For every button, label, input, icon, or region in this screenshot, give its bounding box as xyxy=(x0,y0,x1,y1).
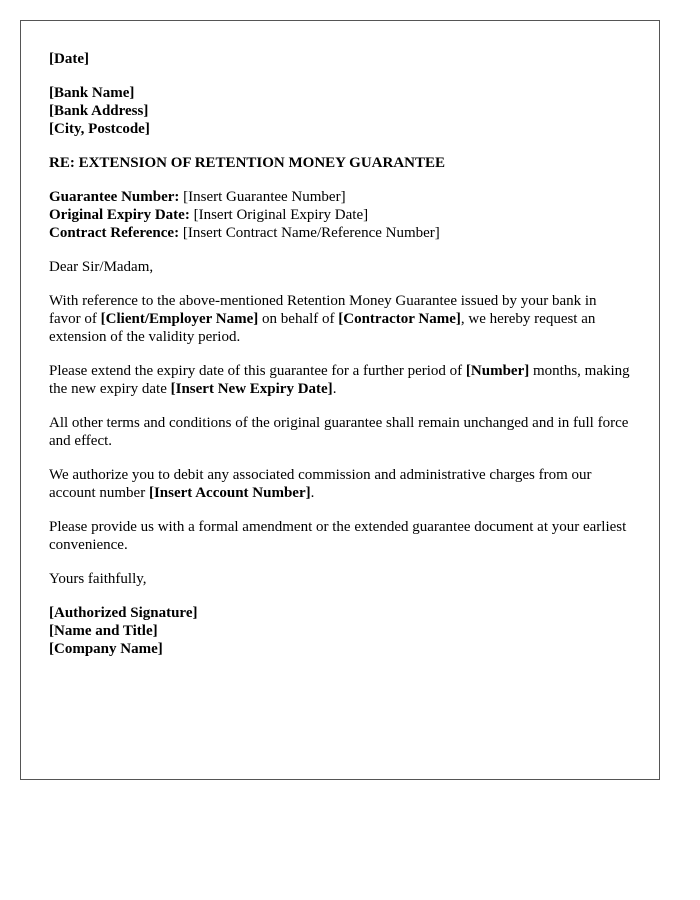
paragraph-text: We authorize you to debit any associated commission and administrative charges from our account number xyxy=(49,467,592,501)
company-name: [Company Name] xyxy=(49,641,163,657)
bank-name: [Bank Name] xyxy=(49,85,135,101)
number-placeholder: [Number] xyxy=(465,363,530,379)
subject-line: RE: EXTENSION OF RETENTION MONEY GUARANTEE xyxy=(49,155,446,171)
date-block xyxy=(49,50,631,68)
subject-block xyxy=(49,154,631,172)
paragraph-text: . xyxy=(332,381,337,397)
new-expiry-placeholder: [Insert New Expiry Date] xyxy=(170,381,333,397)
paragraph-terms: All other terms and conditions of the original guarantee shall remain unchanged and in full force and effect. xyxy=(49,415,629,449)
paragraph-text: . xyxy=(310,485,315,501)
guarantee-number-value: [Insert Guarantee Number] xyxy=(179,189,346,205)
salutation: Dear Sir/Madam, xyxy=(49,259,154,275)
original-expiry-value: [Insert Original Expiry Date] xyxy=(189,207,369,223)
paragraph-text: on behalf of xyxy=(258,311,339,327)
original-expiry-label: Original Expiry Date: xyxy=(49,207,190,223)
contractor-placeholder: [Contractor Name] xyxy=(338,311,461,327)
client-employer-placeholder: [Client/Employer Name] xyxy=(100,311,259,327)
paragraph-text: , we hereby request an extension of the validity period. xyxy=(49,311,596,345)
paragraph-reference xyxy=(49,292,631,346)
contract-reference-line xyxy=(49,224,631,242)
letter-date: [Date] xyxy=(49,51,89,67)
bank-city-postcode: [City, Postcode] xyxy=(49,121,150,137)
bank-address-block xyxy=(49,84,631,138)
bank-address: [Bank Address] xyxy=(49,103,149,119)
guarantee-details-block xyxy=(49,188,631,242)
authorized-signature: [Authorized Signature] xyxy=(49,605,198,621)
contract-reference-label: Contract Reference: xyxy=(49,225,180,241)
closing: Yours faithfully, xyxy=(49,571,147,587)
paragraph-authorization xyxy=(49,466,631,502)
paragraph-text: With reference to the above-mentioned Retention Money Guarantee issued by your bank in favor of xyxy=(49,293,597,327)
letter-page xyxy=(20,20,660,780)
paragraph-request: Please provide us with a formal amendment or the extended guarantee document at your earliest convenience. xyxy=(49,519,627,553)
original-expiry-line xyxy=(49,206,631,224)
name-and-title: [Name and Title] xyxy=(49,623,158,639)
paragraph-text: months, making the new expiry date xyxy=(49,363,630,397)
guarantee-number-label: Guarantee Number: xyxy=(49,189,180,205)
account-number-placeholder: [Insert Account Number] xyxy=(148,485,311,501)
paragraph-text: Please extend the expiry date of this guarantee for a further period of xyxy=(49,363,466,379)
paragraph-extension xyxy=(49,362,631,398)
signature-block xyxy=(49,604,631,658)
guarantee-number-line xyxy=(49,188,631,206)
contract-reference-value: [Insert Contract Name/Reference Number] xyxy=(179,225,440,241)
